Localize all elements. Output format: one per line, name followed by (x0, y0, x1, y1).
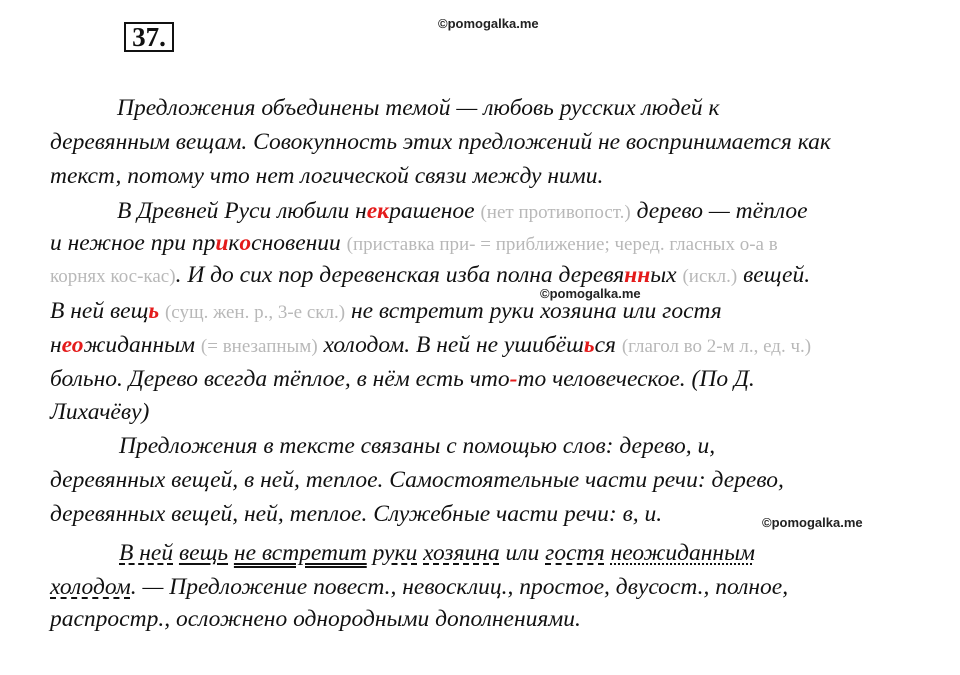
subject-underline: вещь (178, 540, 229, 566)
p1-line1: Предложения объединены темой — любовь русских людей к (117, 95, 720, 121)
attribute-underline: неожиданным (610, 540, 755, 566)
orthogram-highlight: ь (148, 298, 160, 324)
exercise-number: 37. (124, 22, 174, 52)
text: вещей. (743, 262, 811, 288)
grammar-note: (искл.) (682, 266, 738, 287)
text: к (228, 230, 240, 256)
grammar-note: (приставка при- = приближение; черед. гласных о-а в (346, 234, 778, 255)
p2-line1 (117, 196, 808, 228)
orthogram-highlight: ек (366, 198, 390, 224)
text: . — Предложение повест., невосклиц., простое, двусост., полное, (130, 574, 789, 600)
predicate-underline: не встретит (233, 540, 367, 566)
watermark-bottom: ©pomogalka.me (762, 515, 863, 530)
orthogram-highlight: нн (624, 262, 651, 288)
orthogram-highlight: - (509, 366, 518, 392)
text: и нежное при пр (50, 230, 216, 256)
text: ся (594, 332, 616, 358)
text: то человеческое. (По Д. (517, 366, 755, 392)
orthogram-highlight: ео (61, 332, 84, 358)
text: дерево — тёплое (636, 198, 808, 224)
grammar-note: (сущ. жен. р., 3-е скл.) (164, 302, 346, 323)
p2-line5 (50, 330, 811, 362)
grammar-note: (глагол во 2-м л., ед. ч.) (621, 336, 812, 357)
p4-line3: распростр., осложнено однородными дополнениями. (50, 606, 581, 632)
text: . И до сих пор деревенская изба полна деревя (175, 262, 625, 288)
text: холодом. В ней не ушибёш (323, 332, 584, 358)
object-underline: хозяина (423, 540, 500, 566)
text: рашеное (389, 198, 475, 224)
p1-line3: текст, потому что нет логической связи между ними. (50, 163, 604, 189)
text: В Древней Руси любили н (117, 198, 367, 224)
orthogram-highlight: ь (583, 332, 595, 358)
text: не встретит руки хозяина или гостя (350, 298, 722, 324)
watermark-middle: ©pomogalka.me (540, 286, 641, 301)
text: ых (650, 262, 677, 288)
object-underline: руки (372, 540, 418, 566)
object-underline: гостя (545, 540, 605, 566)
p2-line2 (50, 228, 778, 260)
p3-line2: деревянных вещей, в ней, теплое. Самостоятельные части речи: дерево, (50, 467, 784, 493)
p1-line2: деревянным вещам. Совокупность этих предложений не воспринимается как (50, 129, 831, 155)
p2-line6 (50, 364, 755, 394)
conjunction: или (505, 540, 540, 566)
text: сновении (251, 230, 341, 256)
p3-line3: деревянных вещей, ней, теплое. Служебные части речи: в, и. (50, 501, 663, 527)
text: жиданным (83, 332, 196, 358)
text: больно. Дерево всегда тёплое, в нём есть что (50, 366, 510, 392)
watermark-top: ©pomogalka.me (438, 16, 539, 31)
p2-line4 (50, 296, 722, 328)
text: н (50, 332, 62, 358)
p4-line1 (119, 538, 755, 568)
grammar-note: (нет противопост.) (480, 202, 631, 223)
grammar-note: (= внезапным) (200, 336, 318, 357)
orthogram-highlight: о (239, 230, 252, 256)
object-underline: холодом (50, 574, 131, 600)
adverbial-underline: В ней (119, 540, 174, 566)
orthogram-highlight: и (215, 230, 229, 256)
text: В ней вещ (50, 298, 149, 324)
p2-line7: Лихачёву) (50, 399, 150, 425)
p3-line1: Предложения в тексте связаны с помощью слов: дерево, и, (119, 433, 716, 459)
p4-line2 (50, 572, 788, 602)
p2-line3 (50, 260, 810, 292)
grammar-note: корнях кос-кас) (50, 266, 176, 287)
